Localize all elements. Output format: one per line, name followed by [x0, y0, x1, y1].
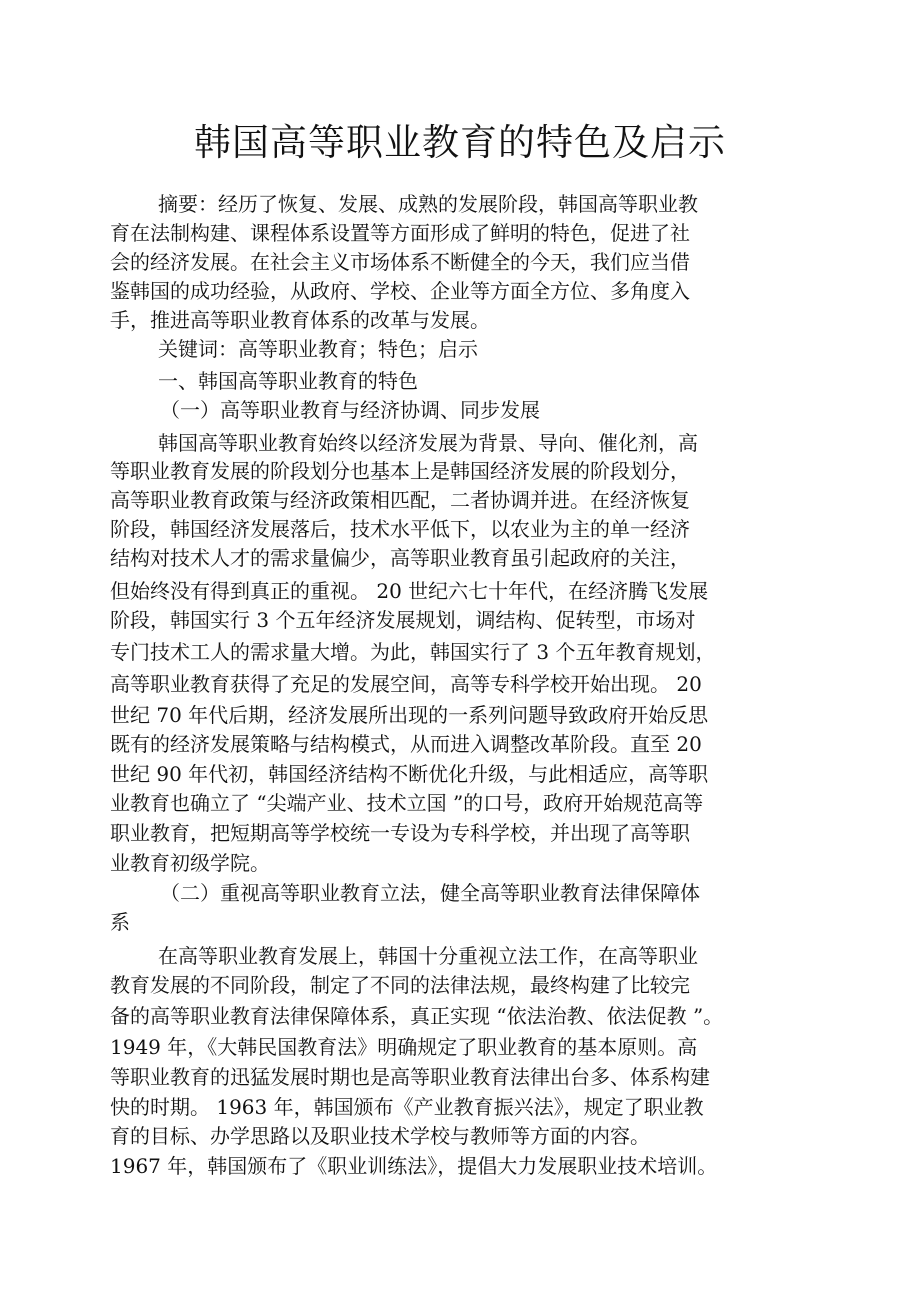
keywords-line: 关键词：高等职业教育；特色；启示	[158, 337, 478, 361]
body-line: 快的时期。 1963 年，韩国颁布《产业教育振兴法》，规定了职业教	[110, 1095, 704, 1119]
body-line: 育的目标、办学思路以及职业技术学校与教师等方面的内容。	[110, 1124, 650, 1148]
body-line: 在高等职业教育发展上，韩国十分重视立法工作，在高等职业	[158, 944, 698, 968]
abstract-line: 摘要：经历了恢复、发展、成熟的发展阶段，韩国高等职业教	[158, 192, 698, 216]
abstract-line: 鉴韩国的成功经验，从政府、学校、企业等方面全方位、多角度入	[110, 279, 690, 303]
body-line: 但始终没有得到真正的重视。 20 世纪六七十年代，在经济腾飞发展	[110, 579, 709, 603]
body-line: 既有的经济发展策略与结构模式，从而进入调整改革阶段。直至 20	[110, 732, 702, 756]
body-line: 结构对技术人才的需求量偏少，高等职业教育虽引起政府的关注，	[110, 546, 690, 570]
body-line: 等职业教育的迅猛发展时期也是高等职业教育法律出台多、体系构建	[110, 1065, 710, 1089]
document-title: 韩国高等职业教育的特色及启示	[194, 121, 726, 164]
subsection-heading: （一）高等职业教育与经济协调、同步发展	[160, 398, 540, 422]
body-line: 专门技术工人的需求量大增。为此，韩国实行了 3 个五年教育规划，	[110, 640, 716, 664]
section-heading: 一、韩国高等职业教育的特色	[158, 369, 418, 393]
abstract-line: 手，推进高等职业教育体系的改革与发展。	[110, 308, 490, 332]
body-line: 世纪 90 年代初，韩国经济结构不断优化升级，与此相适应，高等职	[110, 762, 709, 786]
body-line: 阶段，韩国实行 3 个五年经济发展规划，调结构、促转型，市场对	[110, 608, 696, 632]
body-line: 职业教育，把短期高等学校统一专设为专科学校，并出现了高等职	[110, 821, 690, 845]
abstract-line: 育在法制构建、课程体系设置等方面形成了鲜明的特色，促进了社	[110, 221, 690, 245]
body-line: 教育发展的不同阶段，制定了不同的法律法规，最终构建了比较完	[110, 973, 690, 997]
body-line: 业教育初级学院。	[110, 851, 270, 875]
subsection-heading: 系	[110, 910, 130, 934]
body-line: 高等职业教育政策与经济政策相匹配，二者协调并进。在经济恢复	[110, 488, 690, 512]
body-line: 世纪 70 年代后期，经济发展所出现的一系列问题导致政府开始反思	[110, 703, 709, 727]
body-line: 1967 年，韩国颁布了《职业训练法》，提倡大力发展职业技术培训。	[110, 1154, 718, 1178]
body-line: 等职业教育发展的阶段划分也基本上是韩国经济发展的阶段划分，	[110, 459, 690, 483]
body-line: 业教育也确立了 “尖端产业、技术立国 ”的口号，政府开始规范高等	[110, 791, 704, 815]
body-line: 阶段，韩国经济发展落后，技术水平低下，以农业为主的单一经济	[110, 517, 690, 541]
body-line: 韩国高等职业教育始终以经济发展为背景、导向、催化剂，高	[158, 431, 698, 455]
body-line: 1949 年，《大韩民国教育法》明确规定了职业教育的基本原则。高	[110, 1035, 698, 1059]
abstract-line: 会的经济发展。在社会主义市场体系不断健全的今天，我们应当借	[110, 250, 690, 274]
body-line: 备的高等职业教育法律保障体系，真正实现 “依法治教、依法促教 ”。	[110, 1004, 724, 1028]
subsection-heading: （二）重视高等职业教育立法，健全高等职业教育法律保障体	[160, 881, 700, 905]
body-line: 高等职业教育获得了充足的发展空间，高等专科学校开始出现。 20	[110, 672, 702, 696]
